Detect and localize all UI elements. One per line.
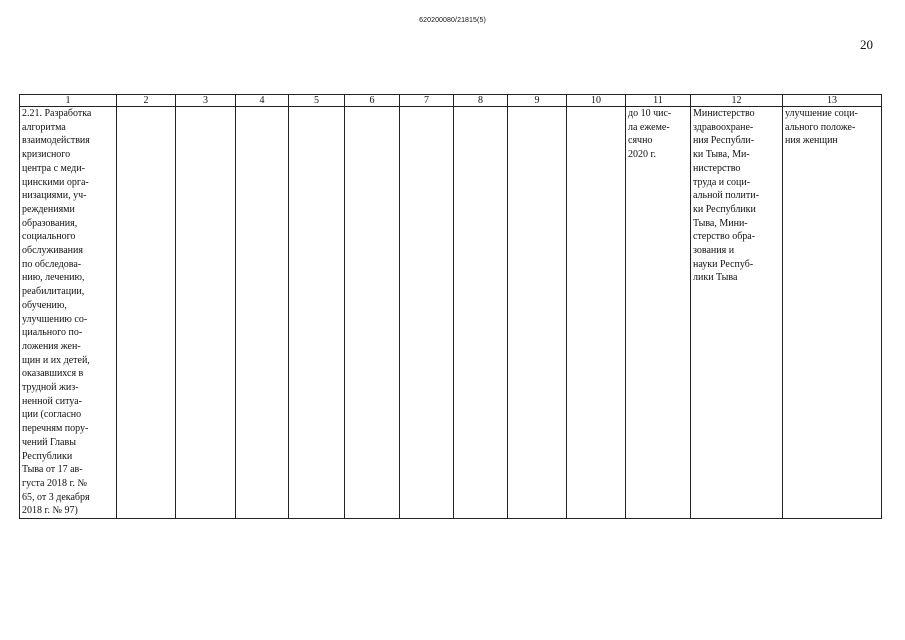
column-header: 8 <box>454 95 508 107</box>
empty-cell <box>236 107 289 519</box>
empty-cell <box>454 107 508 519</box>
empty-cell <box>289 107 345 519</box>
page-number: 20 <box>860 37 873 52</box>
table-row <box>20 107 882 519</box>
column-header: 12 <box>691 95 783 107</box>
column-header: 6 <box>345 95 400 107</box>
column-header: 1 <box>20 95 117 107</box>
expected-result-cell: улучшение соци- ального положе- ния женщин <box>783 107 882 519</box>
column-number-row <box>20 95 882 107</box>
responsible-cell: Министерство здравоохране- ния Республи- ки Тыва, Ми- нистерство труда и соци- альной полити- ки Республики Тыва, Мини- стерство обра- зования и науки Респуб- лики Тыва <box>691 107 783 519</box>
measure-description-cell: 2.21. Разработка алгоритма взаимодействия кризисного центра с меди- цинскими орга- низациями, уч- реждениями образования, социального обслуживания по обследова- нию, лечению, реабилитации, обучению, улучшению со- циального по- ложения жен- щин и их детей, оказавшихся в трудной жиз- ненной ситуа- ции (согласно перечням пору- чений Главы Республики Тыва от 17 ав- густа 2018 г. № 65, от 3 декабря 2018 г. № 97) <box>20 107 117 519</box>
column-header: 11 <box>626 95 691 107</box>
empty-cell <box>176 107 236 519</box>
column-header: 5 <box>289 95 345 107</box>
empty-cell <box>400 107 454 519</box>
empty-cell <box>508 107 567 519</box>
document-id: 620200080/21815(5) <box>419 17 486 24</box>
empty-cell <box>117 107 176 519</box>
column-header: 13 <box>783 95 882 107</box>
empty-cell <box>567 107 626 519</box>
column-header: 2 <box>117 95 176 107</box>
deadline-cell: до 10 чис- ла ежеме- сячно 2020 г. <box>626 107 691 519</box>
column-header: 4 <box>236 95 289 107</box>
plan-table <box>19 94 882 519</box>
empty-cell <box>345 107 400 519</box>
column-header: 3 <box>176 95 236 107</box>
column-header: 10 <box>567 95 626 107</box>
column-header: 7 <box>400 95 454 107</box>
column-header: 9 <box>508 95 567 107</box>
